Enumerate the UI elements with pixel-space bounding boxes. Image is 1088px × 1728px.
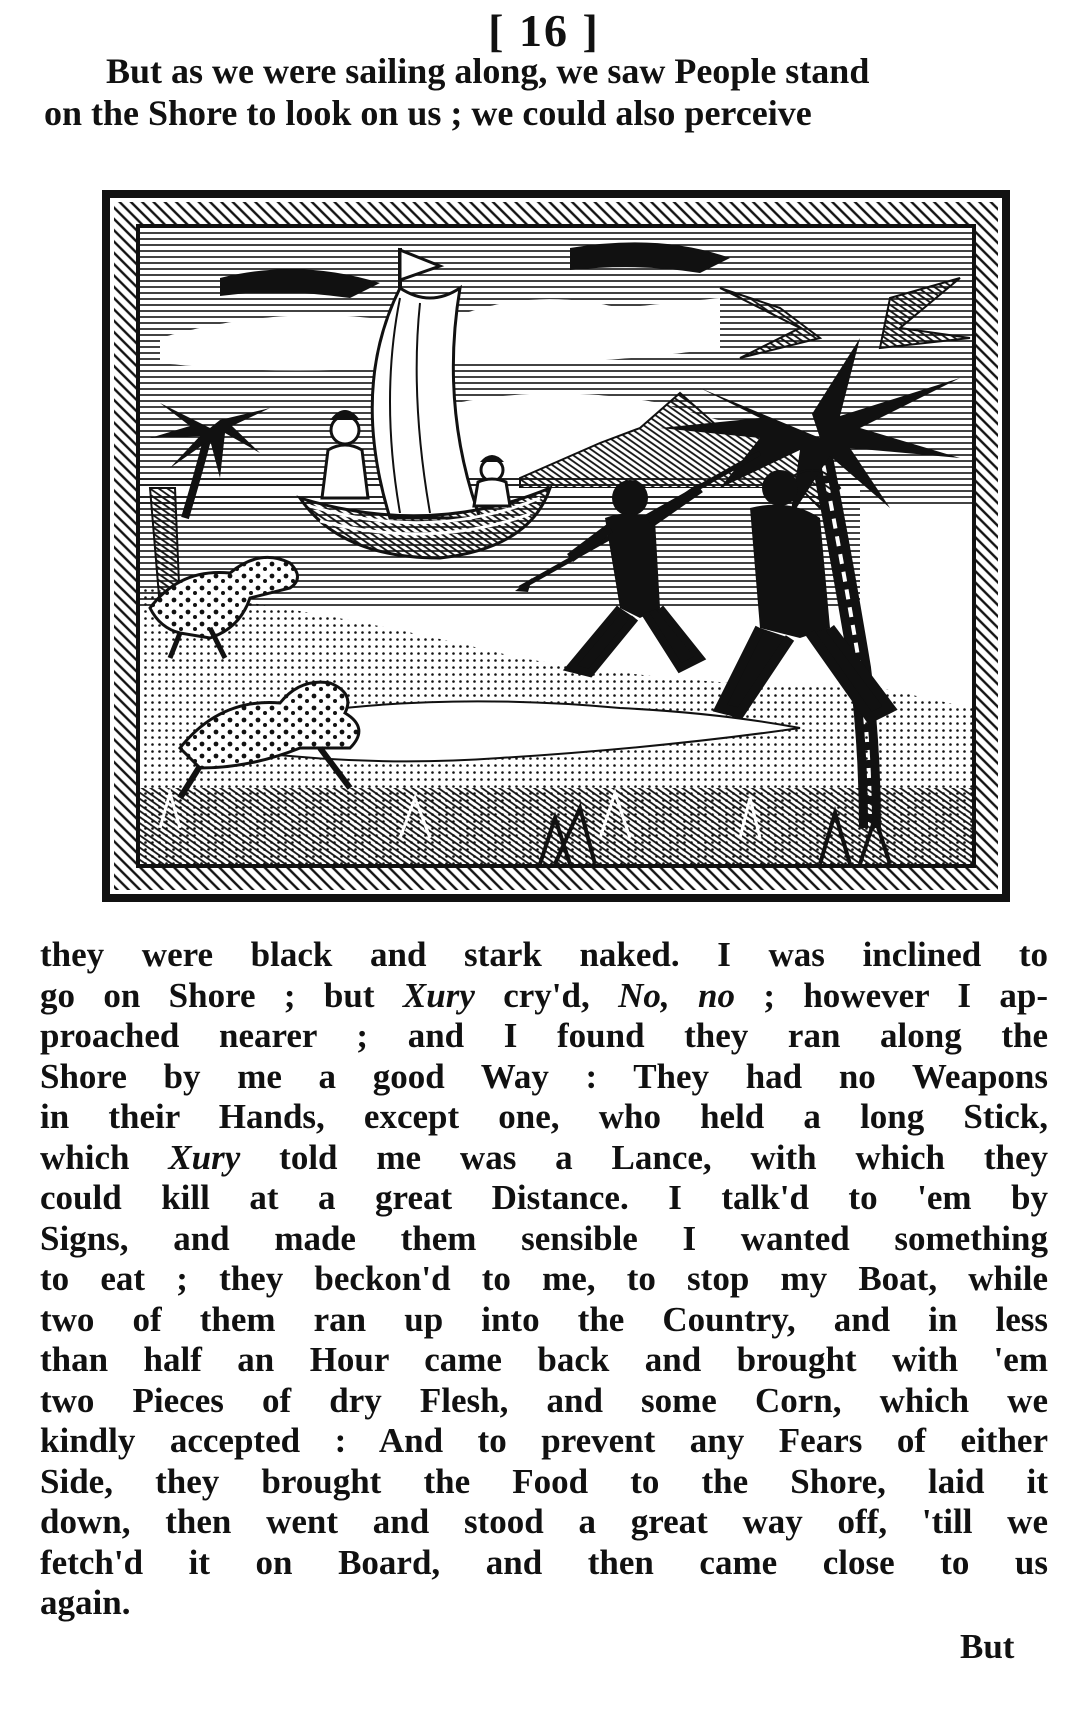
italic-name: No, no [618,975,735,1015]
intro-line: But as we were sailing along, we saw People stand [106,51,870,91]
woodcut-svg [100,188,1012,904]
body-line: two Pieces of dry Flesh, and some Corn, which we [40,1380,1048,1420]
body-line: fetch'd it on Board, and then came close to us [40,1542,1048,1582]
body-line: go on Shore ; but Xury cry'd, No, no ; however I ap- [40,975,1049,1015]
body-line: Shore by me a good Way : They had no Weapons [40,1056,1048,1096]
body-line: proached nearer ; and I found they ran along the [40,1016,1048,1055]
intro-line: on the Shore to look on us ; we could also perceive [44,93,812,133]
body-line: kindly accepted : And to prevent any Fears of either [40,1421,1048,1460]
body-line: than half an Hour came back and brought with 'em [40,1340,1048,1379]
body-line: in their Hands, except one, who held a long Stick, [40,1097,1048,1136]
body-paragraph [40,935,1048,1624]
catchword: But [960,1627,1015,1666]
woodcut-illustration [100,188,1012,904]
body-line: could kill at a great Distance. I talk'd to 'em by [40,1178,1048,1217]
body-line: Side, they brought the Food to the Shore, laid it [40,1461,1048,1501]
italic-name: Xury [402,975,475,1015]
body-line: they were black and stark naked. I was inclined to [40,935,1048,974]
body-line: Signs, and made them sensible I wanted something [40,1218,1048,1258]
page-number: [ 16 ] [488,5,600,56]
body-line: two of them ran up into the Country, and in less [40,1299,1048,1339]
body-line: down, then went and stood a great way off, 'till we [40,1502,1048,1541]
body-line: again. [40,1583,131,1622]
italic-name: Xury [168,1137,241,1177]
body-line: which Xury told me was a Lance, with which they [40,1137,1048,1177]
intro-paragraph [44,50,1044,134]
body-line: to eat ; they beckon'd to me, to stop my Boat, while [40,1259,1048,1298]
